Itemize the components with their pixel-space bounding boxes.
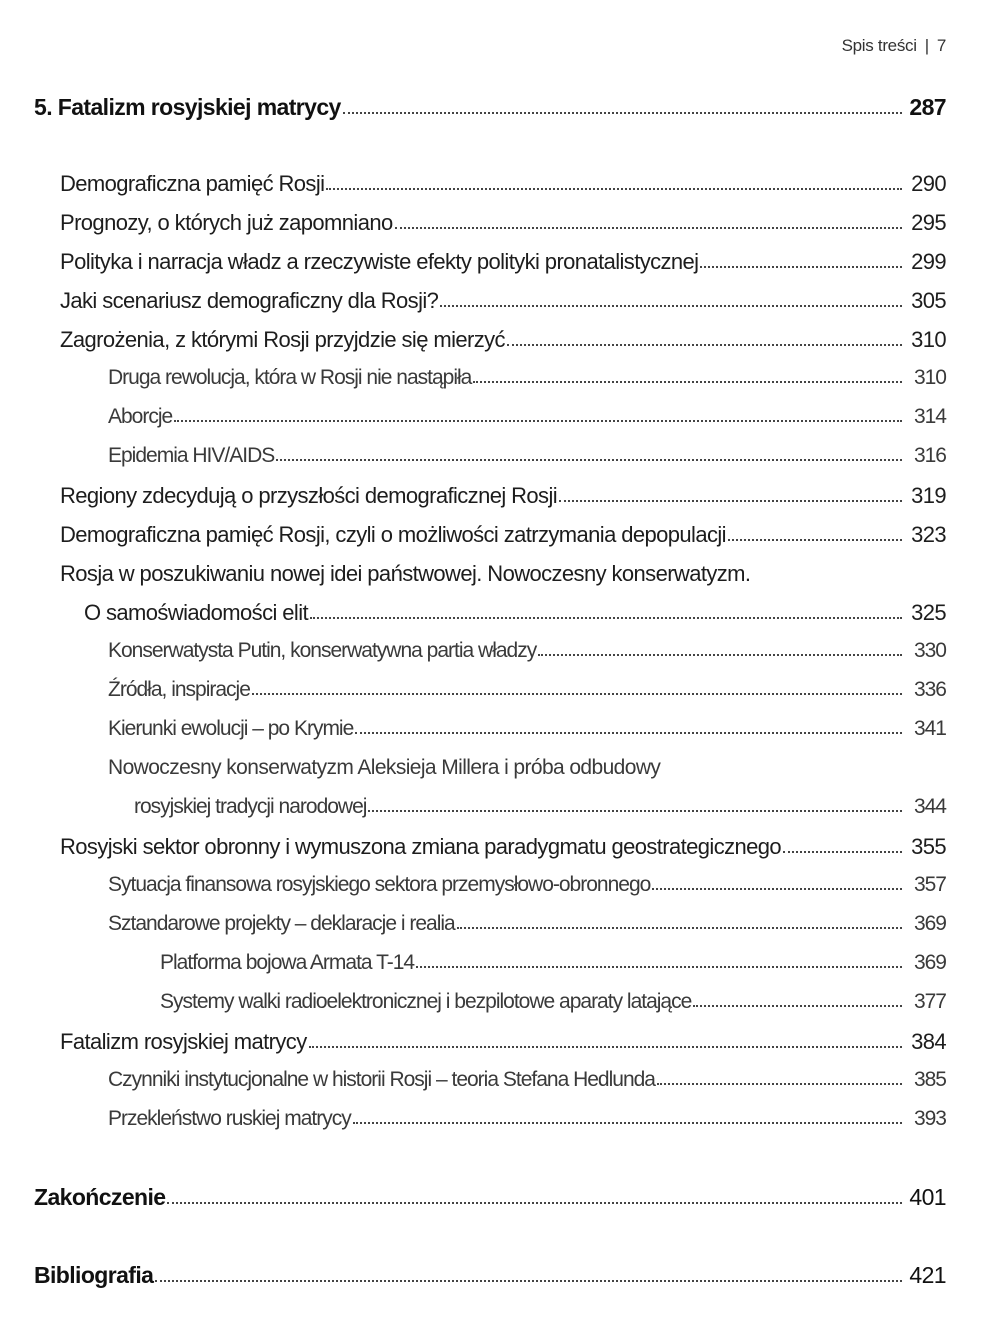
toc-entry-title: Zagrożenia, z którymi Rosji przyjdzie się mierzyć [60, 327, 505, 352]
toc-entry-page: 355 [911, 834, 946, 859]
toc-subentry[interactable] [108, 717, 946, 741]
toc-entry-page: 310 [911, 327, 946, 352]
toc-entry-page: 421 [909, 1262, 946, 1288]
toc-entry-title: Epidemia HIV/AIDS [108, 444, 275, 467]
toc-entry-title: rosyjskiej tradycji narodowej [134, 795, 367, 818]
toc-entry-title: Jaki scenariusz demograficzny dla Rosji? [60, 288, 439, 313]
toc-back-matter-entry[interactable] [34, 1184, 946, 1211]
dot-leader [155, 1280, 902, 1282]
toc-subentry[interactable] [108, 678, 946, 702]
toc-entry-page: 369 [913, 951, 946, 974]
toc-entry-title: Demograficzna pamięć Rosji, czyli o możliwości zatrzymania depopulacji [60, 522, 726, 547]
toc-entry-page: 385 [913, 1068, 946, 1091]
toc-entry[interactable] [60, 834, 946, 860]
dot-leader [700, 266, 902, 268]
toc-entry-title: Systemy walki radioelektronicznej i bezpilotowe aparaty latające [160, 990, 692, 1013]
dot-leader [395, 227, 902, 229]
toc-entry-title: Polityka i narracja władz a rzeczywiste efekty polityki pronatalistycznej [60, 249, 699, 274]
toc-back-matter-entry[interactable] [34, 1262, 946, 1289]
toc-entry-title: Regiony zdecydują o przyszłości demograficznej Rosji [60, 483, 558, 508]
dot-leader [343, 112, 902, 114]
toc-subentry[interactable] [108, 873, 946, 897]
dot-leader [652, 888, 902, 890]
dot-leader [276, 459, 902, 461]
dot-leader [353, 1122, 902, 1124]
toc-entry-title: Konserwatysta Putin, konserwatywna partia władzy [108, 639, 537, 662]
dot-leader [538, 654, 902, 656]
toc-entry[interactable] [60, 249, 946, 275]
toc-entry-page: 401 [909, 1184, 946, 1210]
running-head-section: Spis treści [841, 36, 917, 55]
toc-entry-title: Rosyjski sektor obronny i wymuszona zmiana paradygmatu geostrategicznego [60, 834, 782, 859]
toc-subentry[interactable] [108, 639, 946, 663]
toc-entry-page: 323 [911, 522, 946, 547]
toc-entry-title: Kierunki ewolucji – po Krymie [108, 717, 354, 740]
toc-entry-title: Demograficzna pamięć Rosji [60, 171, 325, 196]
toc-entry[interactable] [60, 483, 946, 509]
toc-entry-title: Sytuacja finansowa rosyjskiego sektora przemysłowo-obronnego [108, 873, 651, 896]
toc-entry-title: Sztandarowe projekty – deklaracje i realia [108, 912, 455, 935]
toc-entry-page: 341 [913, 717, 946, 740]
toc-entry-page: 377 [913, 990, 946, 1013]
toc-entry-page: 325 [911, 600, 946, 625]
toc-entry[interactable] [60, 327, 946, 353]
toc-subentry-title-line1[interactable]: Nowoczesny konserwatyzm Aleksieja Millera i próba odbudowy [108, 756, 661, 779]
toc-entry[interactable] [60, 288, 946, 314]
dot-leader [174, 420, 902, 422]
toc-entry[interactable] [60, 210, 946, 236]
toc-entry-title: Fatalizm rosyjskiej matrycy [60, 1029, 307, 1054]
toc-subentry[interactable] [108, 1068, 946, 1092]
toc-entry-page: 330 [913, 639, 946, 662]
dot-leader [368, 810, 902, 812]
dot-leader [559, 500, 902, 502]
toc-entry[interactable] [60, 171, 946, 197]
dot-leader [252, 693, 902, 695]
dot-leader [783, 851, 902, 853]
toc-entry-page: 305 [911, 288, 946, 313]
toc-entry[interactable] [60, 522, 946, 548]
running-head [842, 36, 946, 56]
toc-entry-title: Prognozy, o których już zapomniano [60, 210, 393, 235]
toc-entry-page: 287 [909, 94, 946, 120]
toc-entry-title: Aborcje [108, 405, 173, 428]
toc-entry-page: 314 [913, 405, 946, 428]
toc-entry-page: 319 [911, 483, 946, 508]
toc-entry-title-line1[interactable]: Rosja w poszukiwaniu nowej idei państwowej. Nowoczesny konserwatyzm. [60, 561, 751, 586]
toc-entry-page: 310 [913, 366, 946, 389]
toc-entry-page: 299 [911, 249, 946, 274]
toc-entry-page: 290 [911, 171, 946, 196]
toc-entry-title: Przekleństwo ruskiej matrycy [108, 1107, 351, 1130]
toc-entry-page: 393 [913, 1107, 946, 1130]
toc-entry-title: 5. Fatalizm rosyjskiej matrycy [34, 94, 341, 120]
toc-subentry[interactable] [134, 795, 946, 819]
dot-leader [326, 188, 902, 190]
dot-leader [473, 381, 902, 383]
dot-leader [310, 617, 902, 619]
toc-entry-page: 357 [913, 873, 946, 896]
toc-entry-title: Bibliografia [34, 1262, 154, 1288]
toc-subentry[interactable] [108, 405, 946, 429]
dot-leader [309, 1046, 902, 1048]
running-head-page-number: 7 [936, 36, 946, 55]
dot-leader [693, 1005, 902, 1007]
running-head-separator: | [924, 36, 929, 55]
dot-leader [507, 344, 902, 346]
toc-entry-title: Czynniki instytucjonalne w historii Rosji – teoria Stefana Hedlunda [108, 1068, 655, 1091]
toc-subsubentry[interactable] [160, 951, 946, 975]
toc-entry[interactable] [84, 600, 946, 626]
toc-entry-title: Platforma bojowa Armata T-14 [160, 951, 415, 974]
toc-entry-title: O samoświadomości elit [84, 600, 308, 625]
toc-chapter[interactable] [34, 94, 946, 121]
toc-entry-page: 369 [913, 912, 946, 935]
toc-entry-page: 295 [911, 210, 946, 235]
toc-subentry[interactable] [108, 444, 946, 468]
toc-entry-page: 344 [913, 795, 946, 818]
toc-entry-title: Zakończenie [34, 1184, 166, 1210]
dot-leader [657, 1083, 902, 1085]
toc-subentry[interactable] [108, 912, 946, 936]
toc-entry-title: Źródła, inspiracje [108, 678, 250, 701]
toc-entry-page: 316 [913, 444, 946, 467]
toc-entry-title: Druga rewolucja, która w Rosji nie nastąpiła [108, 366, 472, 389]
dot-leader [416, 966, 902, 968]
toc-subsubentry[interactable] [160, 990, 946, 1014]
dot-leader [728, 539, 902, 541]
toc-entry-page: 336 [913, 678, 946, 701]
dot-leader [457, 927, 902, 929]
dot-leader [355, 732, 902, 734]
toc-entry-page: 384 [911, 1029, 946, 1054]
toc-subentry[interactable] [108, 366, 946, 390]
toc-subentry[interactable] [108, 1107, 946, 1131]
dot-leader [167, 1202, 902, 1204]
dot-leader [440, 305, 902, 307]
toc-entry[interactable] [60, 1029, 946, 1055]
